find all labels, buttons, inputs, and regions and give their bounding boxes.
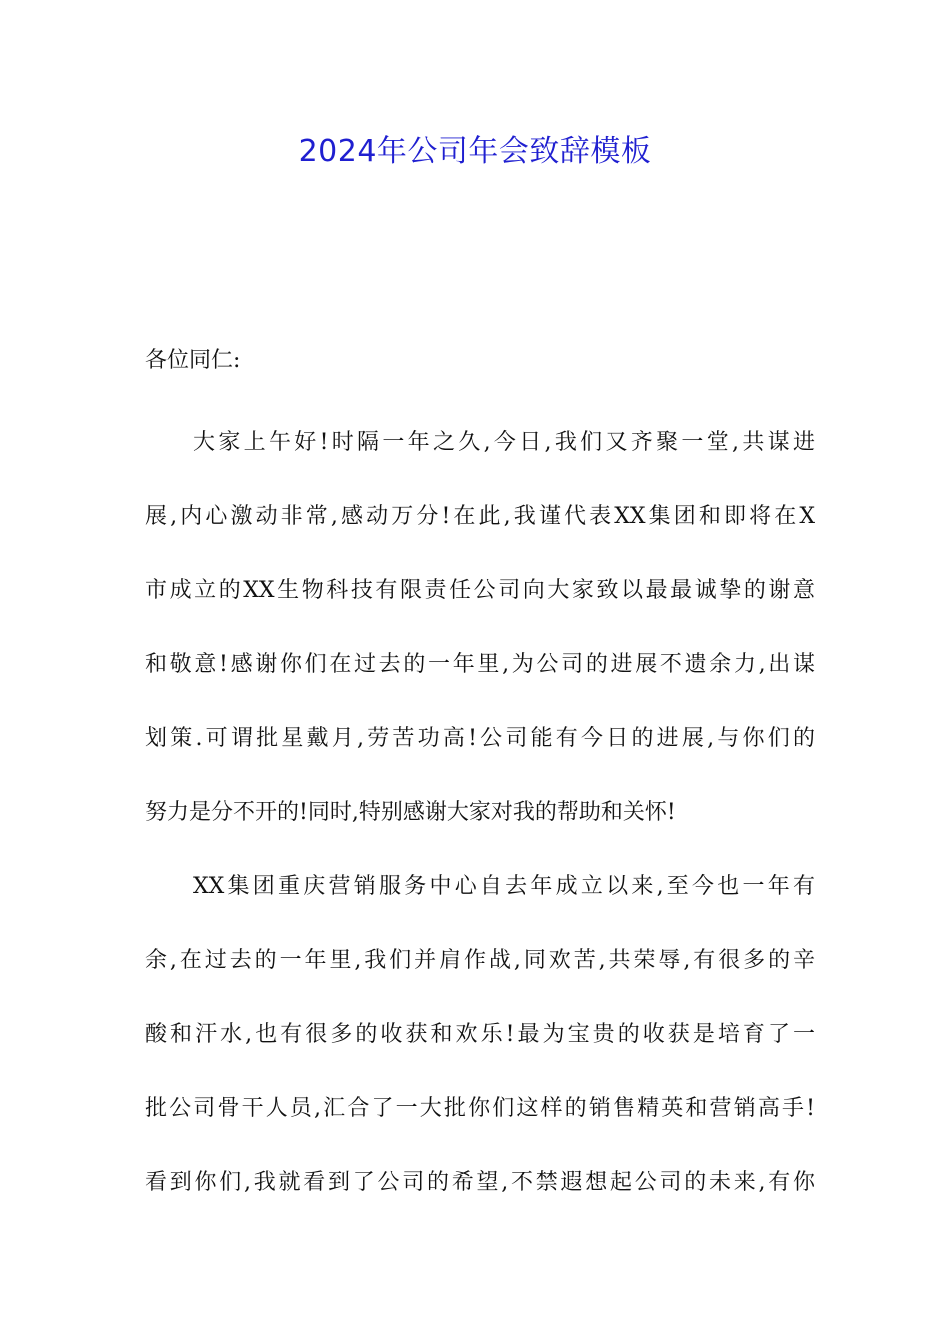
paragraph-line: 看到你们,我就看到了公司的希望,不禁遐想起公司的未来,有你	[145, 1170, 815, 1195]
paragraph-line: 余,在过去的一年里,我们并肩作战,同欢苦,共荣辱,有很多的辛	[145, 948, 815, 973]
document-body	[145, 332, 815, 1220]
paragraph-line: 批公司骨干人员,汇合了一大批你们这样的销售精英和营销高手!	[145, 1096, 815, 1121]
paragraph-2	[145, 850, 815, 1220]
paragraph-line: XX集团重庆营销服务中心自去年成立以来,至今也一年有	[193, 874, 815, 899]
paragraph-1	[145, 406, 815, 850]
paragraph-line: 划策.可谓批星戴月,劳苦功高!公司能有今日的进展,与你们的	[145, 726, 815, 751]
paragraph-line: 市成立的XX生物科技有限责任公司向大家致以最最诚挚的谢意	[145, 578, 815, 603]
paragraph-line: 努力是分不开的!同时,特别感谢大家对我的帮助和关怀!	[145, 800, 676, 825]
paragraph-line: 酸和汗水,也有很多的收获和欢乐!最为宝贵的收获是培育了一	[145, 1022, 815, 1047]
paragraph-line: 展,内心激动非常,感动万分!在此,我谨代表XX集团和即将在X	[145, 504, 815, 529]
greeting-line: 各位同仁:	[145, 348, 241, 373]
paragraph-line: 大家上午好!时隔一年之久,今日,我们又齐聚一堂,共谋进	[193, 430, 815, 455]
document-title: 2024年公司年会致辞模板	[298, 134, 652, 169]
paragraph-line: 和敬意!感谢你们在过去的一年里,为公司的进展不遗余力,出谋	[145, 652, 815, 677]
